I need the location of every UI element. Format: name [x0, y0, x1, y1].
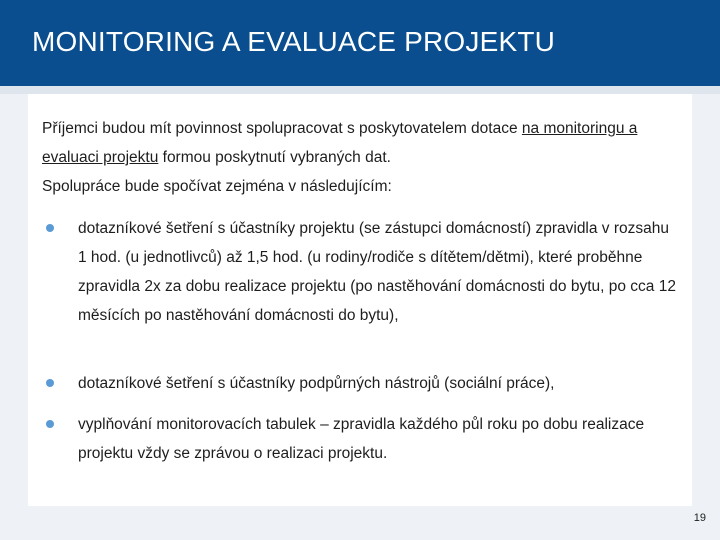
bullet-dot-icon [46, 420, 54, 428]
footer-bar [0, 506, 720, 540]
intro-underlined: na monitoringu a evaluaci projektu [42, 120, 638, 166]
content-area [28, 94, 692, 506]
list-item-text: vyplňování monitorovacích tabulek – zpravidla každého půl roku po dobu realizace projektu vždy se zprávou o realizaci projektu. [78, 416, 645, 462]
intro-paragraph [42, 114, 682, 172]
intro-emphasis: spolupracovat s poskytovatelem dotace [246, 120, 522, 137]
slide-title: MONITORING A EVALUACE PROJEKTU [32, 26, 556, 57]
intro-text-2: formou poskytnutí vybraných dat. [158, 149, 391, 166]
bullet-dot-icon [46, 224, 54, 232]
bullet-dot-icon [46, 379, 54, 387]
list-item-text: dotazníkové šetření s účastníky podpůrných nástrojů (sociální práce), [78, 375, 555, 392]
title-bar [0, 0, 720, 86]
page-number: 19 [693, 512, 706, 524]
intro-text-1: Příjemci budou mít povinnost [42, 120, 247, 137]
list-item-text: dotazníkové šetření s účastníky projektu (se zástupci domácností) zpravidla v rozsahu 1 hod. (u jednotlivců) až 1,5 hod. (u rodiny/rodiče s dítětem/dětmi), které proběhne zpravidla 2x za dobu realizace projektu (po nastěhování domácnosti do bytu, po cca 12 měsících po nastěhování domácnosti do bytu), [78, 220, 676, 324]
lead-paragraph: Spolupráce bude spočívat zejména v následujícím: [42, 178, 392, 195]
title-divider [0, 86, 720, 94]
